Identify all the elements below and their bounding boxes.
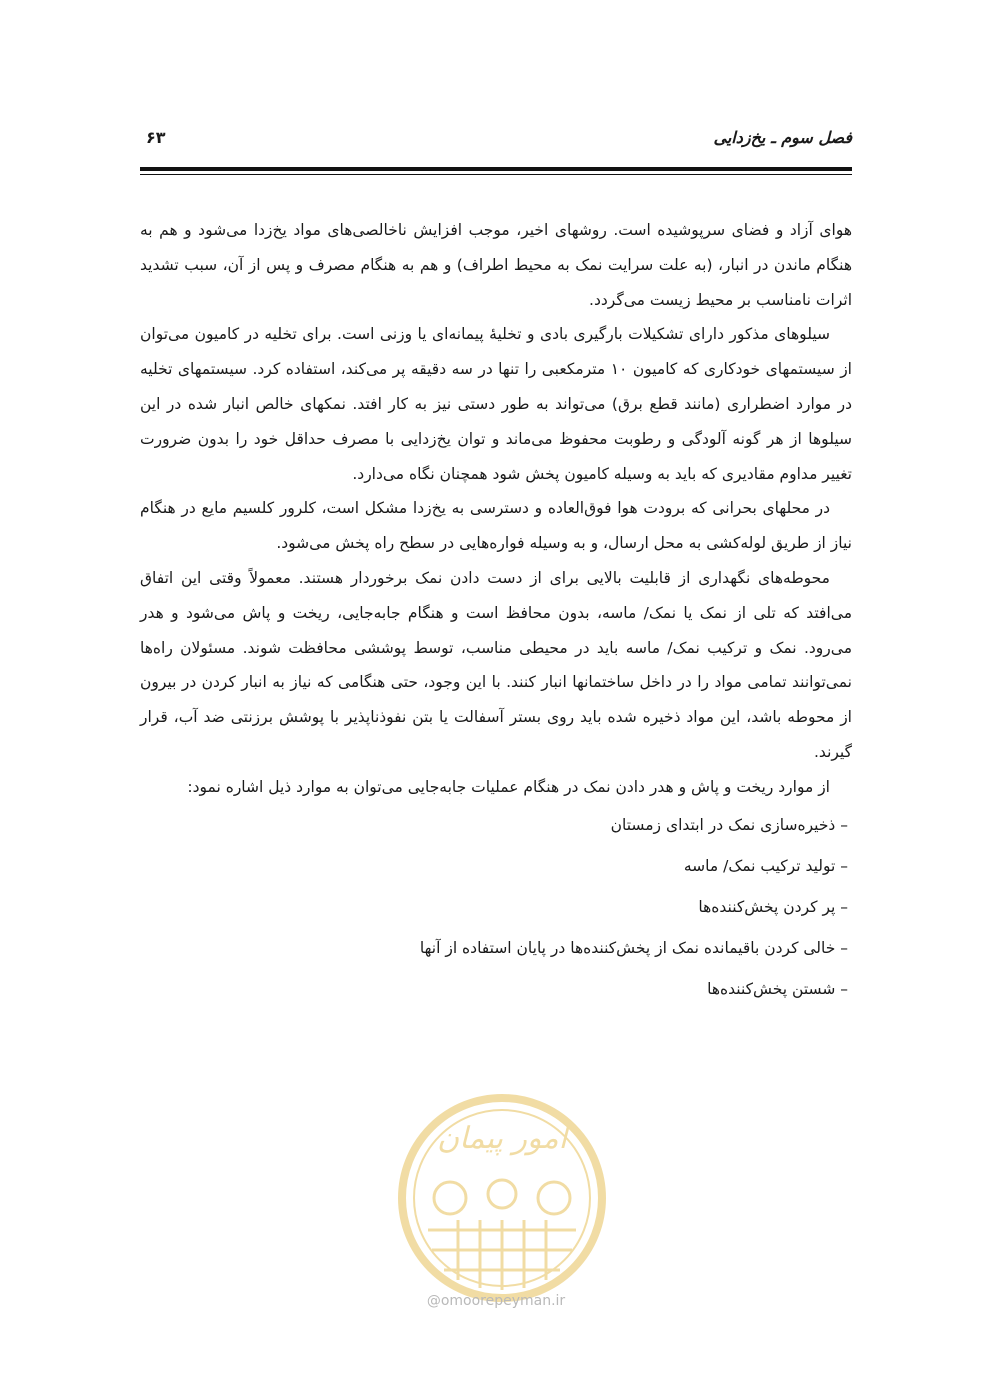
paragraph-5: از موارد ریخت و پاش و هدر دادن نمک در هنگام عملیات جابه‌جایی می‌توان به موارد ذیل اشاره نمود:: [187, 777, 830, 796]
page-number: ۶۳: [146, 128, 166, 147]
watermark-logo: [388, 1090, 616, 1310]
list-item: – تولید ترکیب نمک/ ماسه: [683, 856, 848, 875]
list-item: – خالی کردن باقیمانده نمک از پخش‌کننده‌ها در پایان استفاده از آنها: [419, 938, 848, 957]
watermark-site: @omoorepeyman.ir: [426, 1293, 566, 1309]
paragraph-3: در محلهای بحرانی که برودت هوا فوق‌العاده و دسترسی به یخ‌زدا مشکل است، کلرور کلسیم مایع در هنگام نیاز از طریق لوله‌کشی به محل ارسال، و به وسیله فواره‌هایی در سطح راه پخش می‌شود.: [140, 499, 852, 553]
header-rule-thin: [140, 174, 852, 175]
list-item: – ذخیره‌سازی نمک در ابتدای زمستان: [610, 815, 848, 834]
list-item: – شستن پخش‌کننده‌ها: [707, 979, 848, 998]
body-text: [140, 213, 852, 1010]
watermark-emblem-icon: [388, 1090, 616, 1310]
paragraph-4: محوطه‌های نگهداری از قابلیت بالایی برای از دست دادن نمک برخوردار هستند. معمولاً وقتی این اتفاق می‌افتد که تلی از نمک یا نمک/ ماسه، بدون محافظ است و هنگام جابه‌جایی، ریخت و پاش می‌شود و هدر می‌رود. نمک و ترکیب نمک/ ماسه باید در محیطی مناسب، توسط پوششی محافظت شوند. مسئولان راه‌ها نمی‌توانند تمامی مواد را در داخل ساختمانها انبار کنند. با این وجود، حتی هنگامی که نیاز به انبار کردن در بیرون از محوطه باشد، این مواد ذخیره شده باید روی بستر آسفالت یا بتن نفوذناپذیر با پوشش برزنتی ضد آب، قرار گیرند.: [140, 568, 852, 761]
paragraph-2: سیلوهای مذکور دارای تشکیلات بارگیری بادی و تخلیهٔ پیمانه‌ای یا وزنی است. برای تخلیه در کامیون می‌توان از سیستمهای خودکاری که کامیون ۱۰ مترمکعبی را تنها در سه دقیقه پر می‌کند، استفاده کرد. سیستمهای تخلیه در موارد اضطراری (مانند قطع برق) می‌تواند به طور دستی نیز به کار افتد. نمکهای خالص انبار شده در این سیلوها از هر گونه آلودگی و رطوبت محفوظ می‌ماند و توان یخ‌زدایی با مصرف حداقل خود را بدون ضرورت تغییر مداوم مقادیری که باید به وسیله کامیون پخش شود همچنان نگاه می‌دارد.: [140, 325, 852, 483]
page-header: [140, 128, 852, 160]
watermark-logo-text: امور پیمان: [437, 1121, 567, 1156]
paragraph-1: هوای آزاد و فضای سرپوشیده است. روشهای اخیر، موجب افزایش ناخالصی‌های مواد یخ‌زدا می‌شود و هم به هنگام ماندن در انبار، (به علت سرایت نمک به محیط اطراف) و هم به هنگام مصرف و پس از آن، سبب تشدید اثرات نامناسب بر محیط زیست می‌گردد.: [140, 221, 852, 309]
chapter-title: فصل سوم ـ یخ‌زدایی: [713, 128, 852, 147]
list-item: – پر کردن پخش‌کننده‌ها: [698, 897, 848, 916]
bullet-list: [140, 805, 852, 1010]
header-rule-thick: [140, 167, 852, 171]
